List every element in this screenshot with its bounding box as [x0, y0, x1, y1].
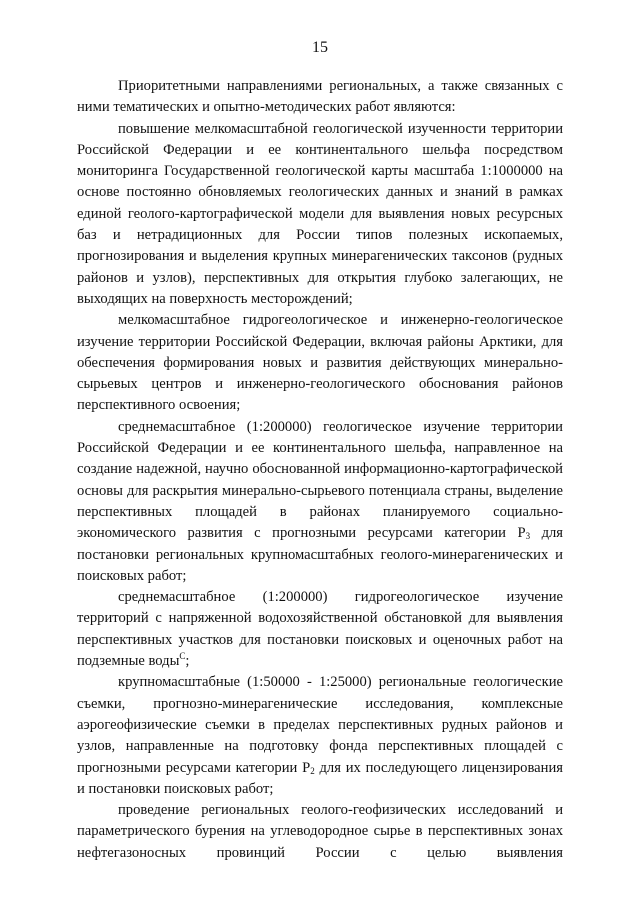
paragraph-text: для их последующего лицензирования и постановки поисковых работ; — [77, 759, 563, 797]
paragraph-medium-scale-hydrogeology — [77, 587, 563, 672]
paragraph-regional-research: проведение региональных геолого-геофизических исследований и параметрического бурения на углеводородное сырье в перспективных зонах нефтегазоносных провинций России с целью выявления — [77, 802, 563, 861]
paragraph-text: среднемасштабное (1:200000) геологическое изучение территории Российской Федерации и ее континентального шельфа, направленное на создание надежной, научно обоснованной информационно-картографической основы для раскрытия минерально-сырьевого потенциала страны, выделение перспективных площадей в районах планируемого социально-экономического развития с прогнозными ресурсами категории Р — [77, 418, 563, 542]
paragraph-medium-scale-geology — [77, 417, 563, 587]
paragraph-large-scale-surveys — [77, 672, 563, 800]
paragraph-small-scale-geology: повышение мелкомасштабной геологической изученности территории Российской Федерации и ее континентального шельфа посредством мониторинга Государственной геологической карты масштаба 1:1000000 на основе постоянно обновляемых геологических данных и знаний в рамках единой геолого-картографической модели для выявления новых ресурсных баз и нетрадиционных для России типов полезных ископаемых, прогнозирования и выделения крупных минерагенических таксонов (рудных районов и узлов), перспективных для открытия глубоко залегающих, не выходящих на поверхность месторождений; — [77, 120, 563, 307]
paragraph-hydrogeology: мелкомасштабное гидрогеологическое и инженерно-геологическое изучение территории Российской Федерации, включая районы Арктики, для обеспечения формирования новых и развития действующих минерально-сырьевых центров и инженерно-геологического обоснования районов перспективного освоения; — [77, 312, 563, 414]
paragraph-intro: Приоритетными направлениями региональных, а также связанных с ними тематических и опытно-методических работ являются: — [77, 78, 563, 116]
subscript: 3 — [525, 531, 531, 542]
superscript: C — [179, 651, 186, 662]
document-body — [77, 76, 563, 864]
page-number: 15 — [312, 39, 328, 56]
paragraph-text: ; — [185, 653, 190, 670]
paragraph-text: среднемасштабное (1:200000) гидрогеологическое изучение территорий с напряженной водохозяйственной обстановкой для выявления перспективных участков для постановки поисковых и оценочных работ на подземные воды — [77, 589, 563, 670]
paragraph-text: крупномасштабные (1:50000 - 1:25000) региональные геологические съемки, прогнозно-минерагенические исследования, комплексные аэрогеофизические съемки в пределах перспективных рудных районов и узлов, направленные на подготовку фонда перспективных площадей с прогнозными ресурсами категории Р — [77, 674, 563, 776]
paragraph-text: для постановки региональных крупномасштабных геолого-минерагенических и поисковых работ; — [77, 525, 563, 584]
subscript: 2 — [310, 765, 315, 776]
